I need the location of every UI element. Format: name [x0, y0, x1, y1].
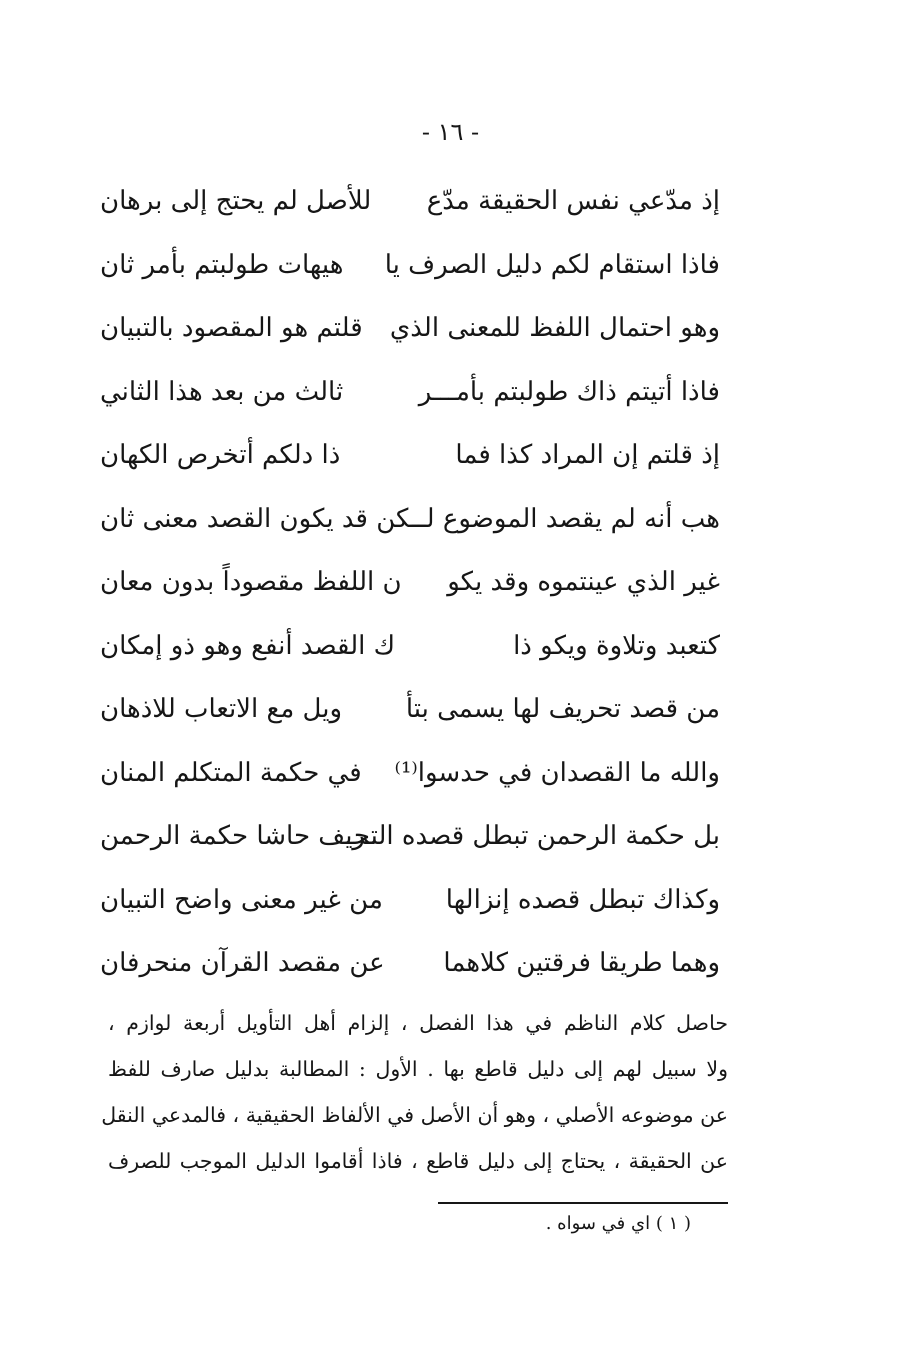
verse-line: [100, 615, 720, 679]
verse-second-half: للأصل لم يحتج إلى برهان: [100, 186, 372, 216]
verse-line: [100, 742, 720, 806]
verse-line: [100, 551, 720, 615]
verse-second-half: ثالث من بعد هذا الثاني: [100, 376, 344, 407]
verse-line: [100, 932, 720, 996]
verse-second-half: ن اللفظ مقصوداً بدون معان: [100, 567, 402, 597]
verse-line: [100, 234, 720, 298]
verse-line: [100, 678, 720, 742]
poem-verses: [100, 170, 720, 996]
verse-second-half: هيهات طولبتم بأمر ثان: [100, 249, 344, 280]
verse-first-half: إذ قلتم إن المراد كذا فما: [455, 440, 720, 470]
verse-second-half: من غير معنى واضح التبيان: [100, 884, 383, 915]
verse-first-half: فاذا أتيتم ذاك طولبتم بأمـــر: [418, 376, 720, 407]
footnote-separator: [438, 1202, 728, 1204]
verse-line: [100, 488, 720, 552]
commentary-paragraph: [101, 1000, 728, 1184]
verse-line: [100, 297, 720, 361]
verse-first-half: غير الذي عينتموه وقد يكو: [447, 567, 720, 597]
verse-second-half: ــكن قد يكون القصد معنى ثان: [100, 503, 426, 534]
verse-second-half: ـريف حاشا حكمة الرحمن: [100, 821, 375, 851]
commentary-line: عن الحقيقة ، يحتاج إلى دليل قاطع ، فاذا أقاموا الدليل الموجب للصرف: [108, 1149, 728, 1173]
verse-second-half: ذا دلكم أتخرص الكهان: [100, 440, 341, 470]
verse-line: [100, 805, 720, 869]
verse-first-half: كتعبد وتلاوة ويكو ذا: [513, 630, 720, 661]
verse-first-half: وهو احتمال اللفظ للمعنى الذي: [389, 313, 720, 343]
commentary-line: عن موضوعه الأصلي ، وهو أن الأصل في الألفاظ الحقيقية ، فالمدعي النقل: [101, 1103, 728, 1127]
verse-first-half: فاذا استقام لكم دليل الصرف يا: [384, 249, 720, 280]
verse-first-half: هب أنه لم يقصد الموضوع لــ: [411, 503, 720, 534]
verse-first-half: والله ما القصدان في حدسوا⁽¹⁾: [394, 757, 720, 788]
verse-second-half: ويل مع الاتعاب للاذهان: [100, 694, 343, 724]
verse-first-half: بل حكمة الرحمن تبطل قصده التحـ: [346, 821, 720, 851]
commentary-line: ولا سبيل لهم إلى دليل قاطع بها . الأول : المطالبة بدليل صارف للفظ: [108, 1057, 728, 1081]
verse-line: [100, 869, 720, 933]
verse-second-half: عن مقصد القرآن منحرفان: [100, 948, 385, 978]
verse-second-half: ك القصد أنفع وهو ذو إمكان: [100, 630, 396, 661]
page-number: - ١٦ -: [421, 118, 480, 146]
verse-line: [100, 424, 720, 488]
verse-first-half: وكذاك تبطل قصده إنزالها: [445, 884, 720, 915]
verse-second-half: في حكمة المتكلم المنان: [100, 757, 362, 788]
verse-line: [100, 361, 720, 425]
footnote: ( ١ ) اي في سواه .: [545, 1213, 691, 1234]
verse-second-half: قلتم هو المقصود بالتبيان: [100, 313, 363, 343]
verse-first-half: إذ مدّعي نفس الحقيقة مدّع: [426, 186, 720, 216]
verse-first-half: وهما طريقا فرقتين كلاهما: [443, 948, 720, 978]
verse-first-half: من قصد تحريف لها يسمى بتأ: [405, 694, 720, 724]
commentary-line: حاصل كلام الناظم في هذا الفصل ، إلزام أهل التأويل أربعة لوازم ،: [108, 1011, 728, 1035]
verse-line: [100, 170, 720, 234]
